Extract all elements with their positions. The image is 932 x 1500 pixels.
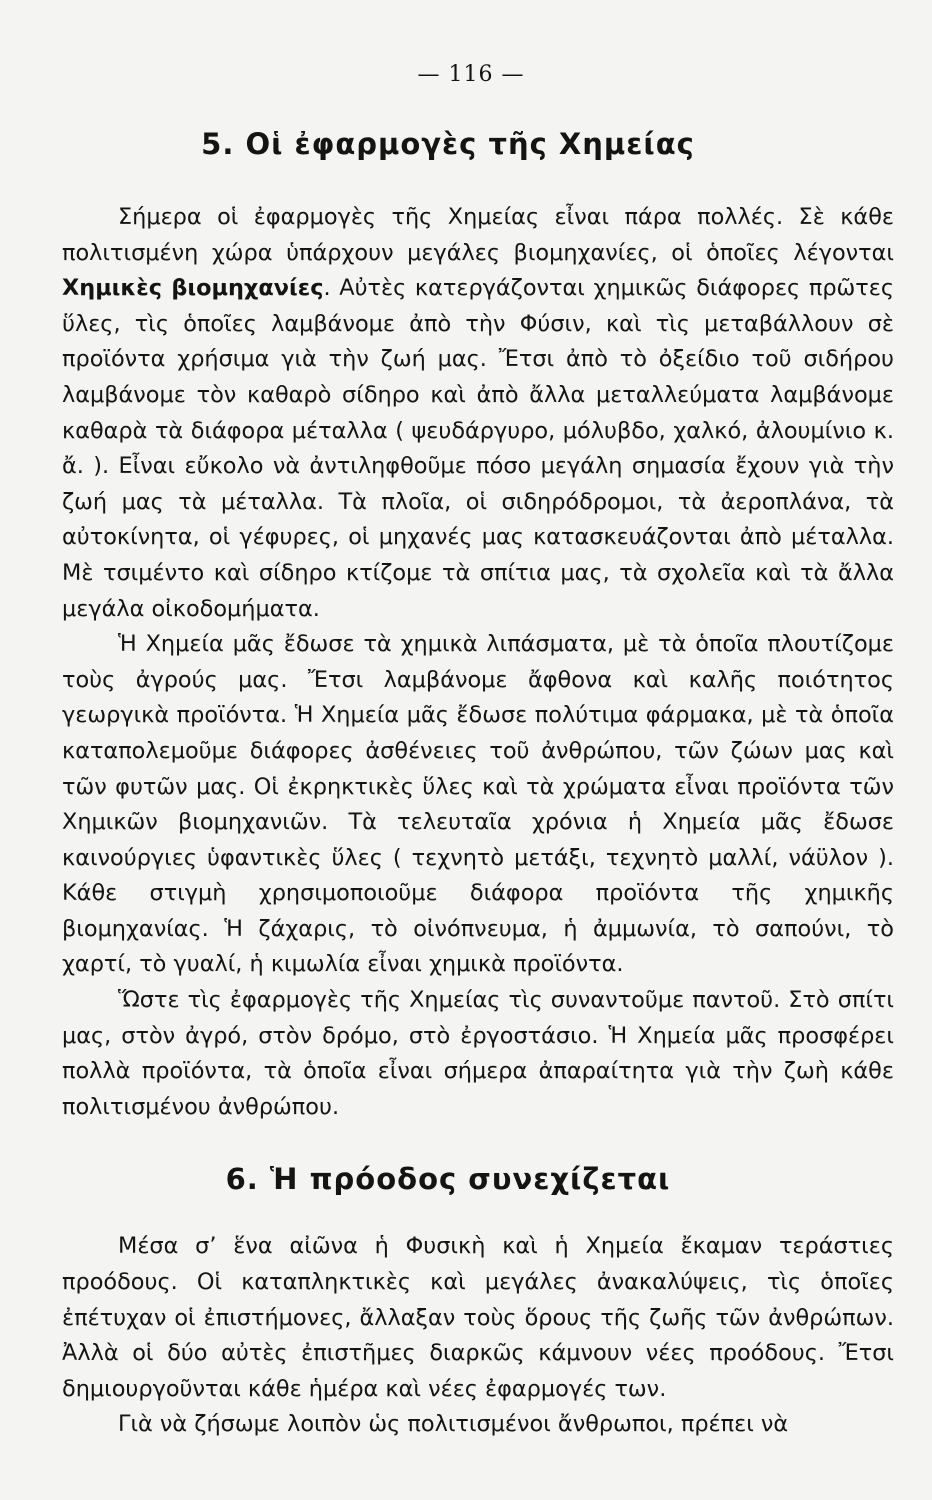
- section-progress-continues: [62, 1159, 894, 1443]
- paragraph: Γιὰ νὰ ζήσωμε λοιπὸν ὡς πολιτισμένοι ἄνθρωποι, πρέπει νὰ: [118, 1411, 789, 1438]
- page-number: — 116 —: [417, 62, 525, 87]
- paragraph: Μέσα σ’ ἕνα αἰῶνα ἡ Φυσικὴ καὶ ἡ Χημεία ἔκαμαν τεράστιες προόδους. Οἱ καταπληκτικὲς καὶ μεγάλες ἀνακαλύψεις, τὶς ὁποῖες ἐπέτυχαν οἱ ἐπιστήμονες, ἄλλαξαν τοὺς ὅρους τῆς ζωῆς τῶν ἀνθρώπων. Ἀλλὰ οἱ δύο αὐτὲς ἐπιστῆμες διαρκῶς κάμνουν νέες προόδους. Ἔτσι δημιουργοῦνται κάθε ἡμέρα καὶ νέες ἐφαρμογές των.: [62, 1233, 894, 1402]
- book-page: [62, 58, 894, 1443]
- paragraph-text: . Αὐτὲς κατεργάζονται χημικῶς διάφορες πρῶτες ὕλες, τὶς ὁποῖες λαμβάνομε ἀπὸ τὴν Φύσιν, καὶ τὶς μεταβάλλουν σὲ προϊόντα χρήσιμα γιὰ τὴν ζωή μας. Ἔτσι ἀπὸ τὸ ὀξείδιο τοῦ σιδήρου λαμβάνομε τὸν καθαρὸ σίδηρο καὶ ἀπὸ ἄλλα μεταλλεύματα λαμβάνομε καθαρὰ τὰ διάφορα μέταλλα ( ψευδάργυρο, μόλυβδο, χαλκό, ἀλουμίνιο κ. ἄ. ). Εἶναι εὔκολο νὰ ἀντιληφθοῦμε πόσο μεγάλη σημασία ἔχουν γιὰ τὴν ζωή μας τὰ μέταλλα. Τὰ πλοῖα, οἱ σιδηρόδρομοι, τὰ ἀεροπλάνα, τὰ αὐτοκίνητα, οἱ γέφυρες, οἱ μηχανές μας κατασκευάζονται ἀπὸ μέταλλα. Μὲ τσιμέντο καὶ σίδηρο κτίζομε τὰ σπίτια μας, τὰ σχολεῖα καὶ τὰ ἄλλα μεγάλα οἰκοδομήματα.: [62, 275, 895, 622]
- paragraph-text: Σήμερα οἱ ἐφαρμογὲς τῆς Χημείας εἶναι πάρα πολλές. Σὲ κάθε πολιτισμένη χώρα ὑπάρχουν μεγάλες βιομηχανίες, οἱ ὁποῖες λέγονται: [62, 204, 894, 266]
- section-chemistry-applications: [62, 124, 894, 1125]
- section-heading: 5. Οἱ ἐφαρμογὲς τῆς Χημείας: [201, 127, 695, 161]
- paragraph: [62, 200, 894, 627]
- section-heading: 6. Ἡ πρόοδος συνεχίζεται: [225, 1162, 671, 1197]
- paragraph: Ὥστε τὶς ἐφαρμογὲς τῆς Χημείας τὶς συναντοῦμε παντοῦ. Στὸ σπίτι μας, στὸν ἀγρό, στὸν δρόμο, στὸ ἐργοστάσιο. Ἡ Χημεία μᾶς προσφέρει πολλὰ προϊόντα, τὰ ὁποῖα εἶναι σήμερα ἀπαραίτητα γιὰ τὴν ζωὴ κάθε πολιτισμένου ἀνθρώπου.: [62, 987, 894, 1120]
- bold-term: Χημικὲς βιομηχανίες: [62, 275, 324, 302]
- paragraph: Ἡ Χημεία μᾶς ἔδωσε τὰ χημικὰ λιπάσματα, μὲ τὰ ὁποῖα πλουτίζομε τοὺς ἀγρούς μας. Ἔτσι λαμβάνομε ἄφθονα καὶ καλῆς ποιότητος γεωργικὰ προϊόντα. Ἡ Χημεία μᾶς ἔδωσε πολύτιμα φάρμακα, μὲ τὰ ὁποῖα καταπολεμοῦμε διάφορες ἀσθένειες τοῦ ἀνθρώπου, τῶν ζώων μας καὶ τῶν φυτῶν μας. Οἱ ἐκρηκτικὲς ὕλες καὶ τὰ χρώματα εἶναι προϊόντα τῶν Χημικῶν βιομηχανιῶν. Τὰ τελευταῖα χρόνια ἡ Χημεία μᾶς ἔδωσε καινούργιες ὑφαντικὲς ὕλες ( τεχνητὸ μετάξι, τεχνητὸ μαλλί, νάϋλον ). Κάθε στιγμὴ χρησιμοποιοῦμε διάφορα προϊόντα τῆς χημικῆς βιομηχανίας. Ἡ ζάχαρις, τὸ οἰνόπνευμα, ἡ ἀμμωνία, τὸ σαπούνι, τὸ χαρτί, τὸ γυαλί, ἡ κιμωλία εἶναι χημικὰ προϊόντα.: [62, 631, 894, 978]
